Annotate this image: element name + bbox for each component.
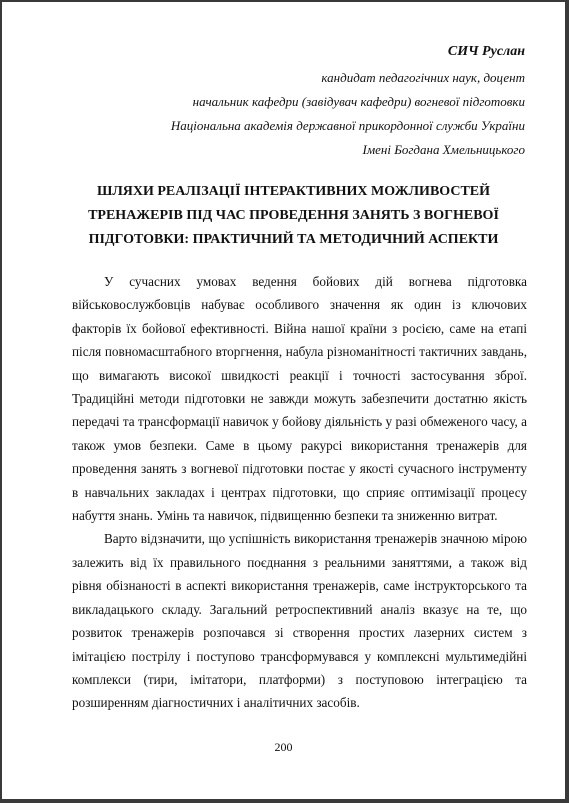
article-title	[72, 180, 515, 252]
title-line: ШЛЯХИ РЕАЛІЗАЦІЇ ІНТЕРАКТИВНИХ МОЖЛИВОСТЕЙ	[96, 184, 491, 199]
author-affiliation-name: Імені Богдана Хмельницького	[362, 142, 525, 157]
page-number: 200	[274, 740, 293, 754]
author-block	[171, 42, 525, 162]
body-paragraph: У сучасних умовах ведення бойових дій вогнева підготовка військовослужбовців набуває особливого значення як один із ключових факторів їх бойової ефективності. Війна нашої країни з росією, саме на етапі після повномасштабного вторгнення, набула різноманітності тактичних завдань, що вимагають високої швидкості реакції і точності застосування зброї. Традиційні методи підготовки не завжди можуть забезпечити достатню якість передачі та трансформації навичок у бойову діяльність у разі обмеженого часу, а також умов безпеки. Саме в цьому ракурсі використання тренажерів для проведення занять з вогневої підготовки постає у якості сучасного інструменту в навчальних закладах і центрах підготовки, що сприяє оптимізації процесу набуття знань. Умінь та навичок, підвищенню безпеки та зниженню витрат.	[72, 274, 527, 524]
article-body	[72, 270, 527, 715]
title-line: ТРЕНАЖЕРІВ ПІД ЧАС ПРОВЕДЕННЯ ЗАНЯТЬ З ВОГНЕВОЇ	[88, 208, 499, 223]
body-paragraph: Варто відзначити, що успішність використання тренажерів значною мірою залежить від їх правильного поєднання з реальними заняттями, а також від рівня обізнаності в аспекті використання тренажерів, саме інструкторського та викладацького складу. Загальний ретроспективний аналіз вказує на те, що розвиток тренажерів розпочався зі створення простих лазерних систем з імітацією пострілу і поступово трансформувався у комплексні мультимедійні комплекси (тири, імітатори, платформи) з поступовою інтеграцією та розширенням діагностичних і аналітичних засобів.	[72, 531, 527, 711]
author-name: СИЧ Руслан	[447, 44, 525, 59]
author-affiliation: Національна академія державної прикордонної служби України	[170, 118, 525, 133]
author-degree: кандидат педагогічних наук, доцент	[321, 70, 525, 85]
author-position: начальник кафедри (завідувач кафедри) вогневої підготовки	[192, 94, 525, 109]
title-line: ПІДГОТОВКИ: ПРАКТИЧНИЙ ТА МЕТОДИЧНИЙ АСПЕКТИ	[88, 232, 499, 247]
